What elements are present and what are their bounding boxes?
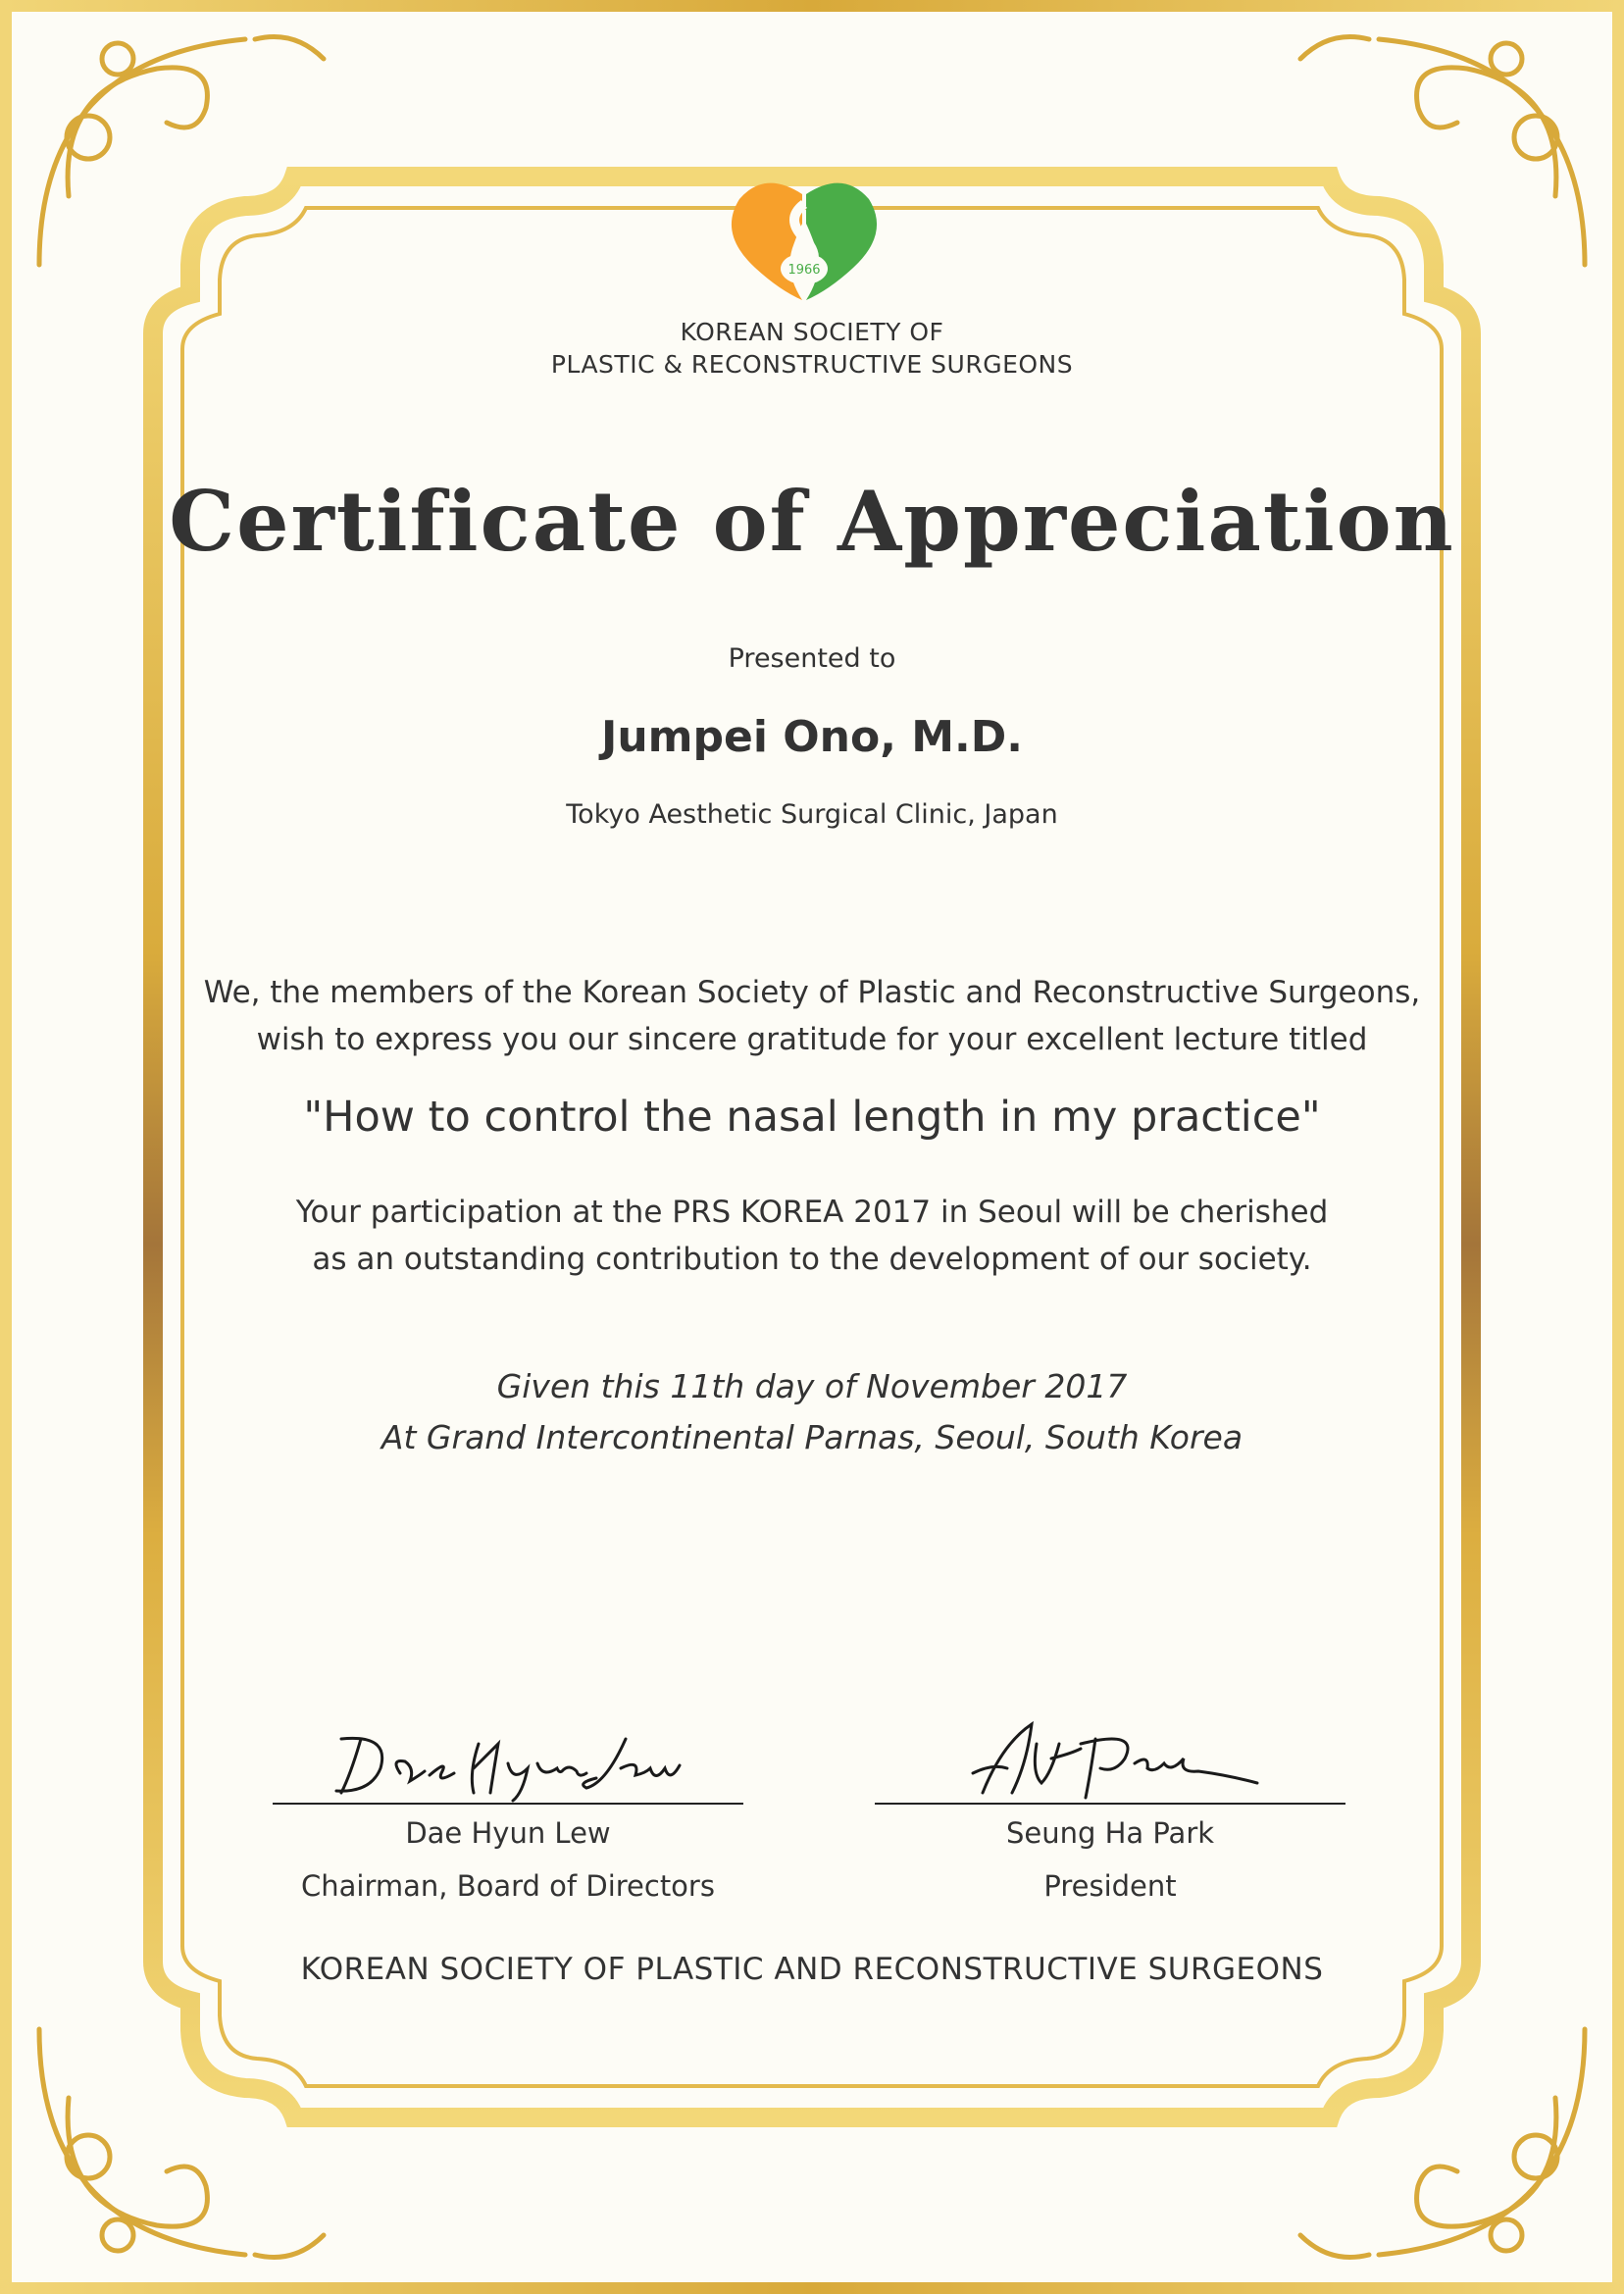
body-paragraph1-line2: wish to express you our sincere gratitude for your excellent lecture titled <box>256 1022 1368 1057</box>
given-date-line: Given this 11th day of November 2017 <box>496 1367 1128 1405</box>
signature-block-chairman <box>273 1714 743 1911</box>
lecture-title: "How to control the nasal length in my practice" <box>303 1093 1321 1142</box>
signature-line <box>273 1803 743 1805</box>
footer-org-name: KOREAN SOCIETY OF PLASTIC AND RECONSTRUCTIVE SURGEONS <box>300 1952 1324 1987</box>
recipient-name: Jumpei Ono, M.D. <box>600 712 1023 762</box>
body-paragraph2-line1: Your participation at the PRS KOREA 2017 in Seoul will be cherished <box>295 1195 1329 1230</box>
recipient-affiliation: Tokyo Aesthetic Surgical Clinic, Japan <box>566 799 1058 830</box>
signatory-title: Chairman, Board of Directors <box>301 1869 715 1903</box>
signature-line <box>875 1803 1345 1805</box>
signature-chairman-icon <box>312 1714 704 1803</box>
body-paragraph1-line1: We, the members of the Korean Society of Plastic and Reconstructive Surgeons, <box>203 975 1421 1010</box>
signatory-title: President <box>1043 1869 1177 1903</box>
certificate-title: Certificate of Appreciation <box>169 473 1455 570</box>
signature-president-icon <box>914 1714 1306 1803</box>
given-location-line: At Grand Intercontinental Parnas, Seoul, South Korea <box>381 1418 1243 1456</box>
presented-to-label: Presented to <box>728 643 896 674</box>
signatory-name: Dae Hyun Lew <box>405 1816 611 1850</box>
signature-block-president <box>875 1714 1345 1911</box>
header-org-line1: KOREAN SOCIETY OF <box>680 318 944 346</box>
logo-year: 1966 <box>787 263 821 278</box>
signatory-name: Seung Ha Park <box>1005 1816 1215 1850</box>
header-org-line2: PLASTIC & RECONSTRUCTIVE SURGEONS <box>550 350 1074 379</box>
body-paragraph2-line2: as an outstanding contribution to the development of our society. <box>312 1242 1312 1277</box>
society-logo-icon <box>726 175 883 302</box>
